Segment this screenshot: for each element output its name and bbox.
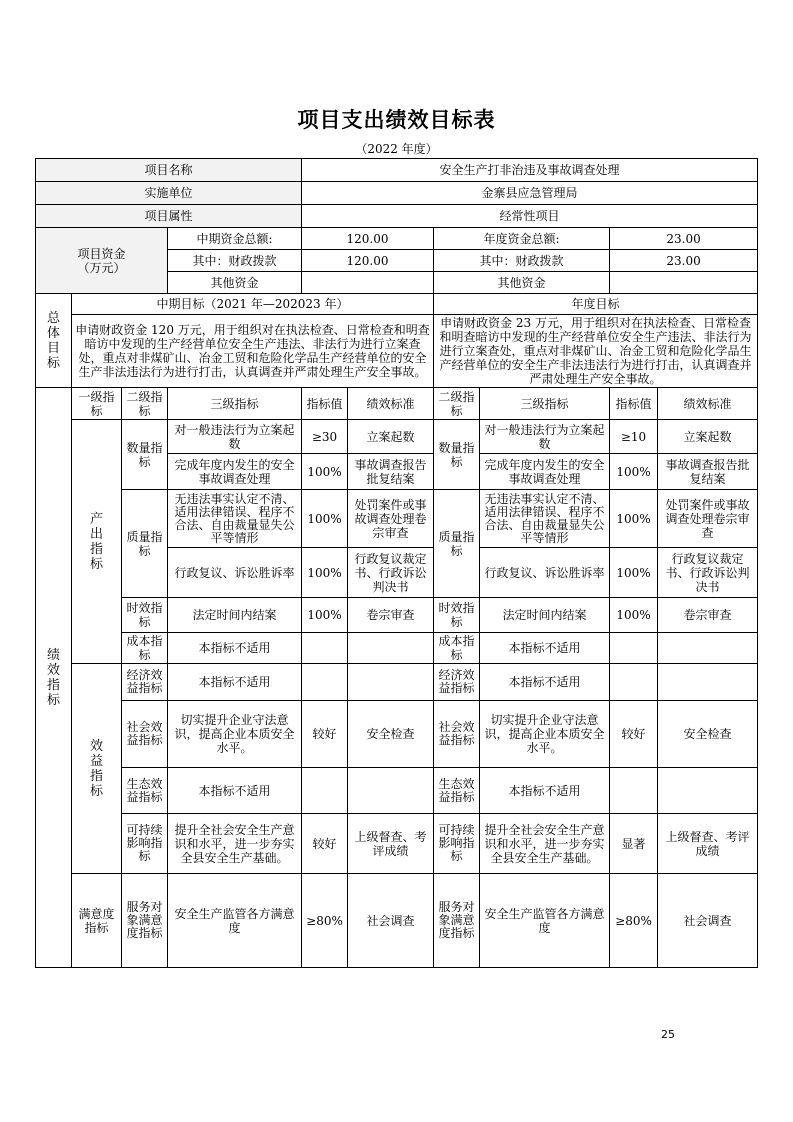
quality-row-1 [36, 490, 758, 548]
cost-standard-annual [658, 633, 758, 664]
level2-header-annual: 二级指标 [434, 388, 480, 420]
year-label: （2022 年度） [355, 142, 438, 156]
project-funds-label-line1: 项目资金 [77, 246, 126, 261]
project-attribute-row [36, 205, 758, 228]
ql2-text-annual: 行政复议、诉讼胜诉率 [480, 548, 610, 598]
annual-total-value: 23.00 [610, 228, 758, 250]
economic-standard-mid [348, 664, 434, 701]
value-header-mid: 指标值 [302, 388, 348, 420]
mid-total-value: 120.00 [302, 228, 434, 250]
mid-other-label: 其他资金 [168, 272, 302, 294]
t1-text-annual: 法定时间内结案 [480, 598, 610, 633]
q2-standard-mid: 事故调查报告批复结案 [348, 454, 434, 490]
q1-text-annual: 对一般违法行为立案起数 [480, 420, 610, 454]
service-label-mid: 服务对象满意度指标 [122, 874, 168, 968]
t1-value-mid: 100% [302, 598, 348, 633]
satisfaction-row [36, 874, 758, 968]
project-name-label: 项目名称 [36, 159, 302, 182]
s1-standard-mid: 安全检查 [348, 701, 434, 768]
economic-label-mid: 经济效益指标 [122, 664, 168, 701]
implementing-unit-row [36, 182, 758, 205]
social-row [36, 701, 758, 768]
level3-header-mid: 三级指标 [168, 388, 302, 420]
ql1-standard-annual: 处罚案件或事故调查处理卷宗审查 [658, 490, 758, 548]
ql2-standard-mid: 行政复议裁定书、行政诉讼判决书 [348, 548, 434, 598]
quality-label-mid: 质量指标 [122, 490, 168, 598]
t1-standard-annual: 卷宗审查 [658, 598, 758, 633]
ql2-text-mid: 行政复议、诉讼胜诉率 [168, 548, 302, 598]
cost-row [36, 633, 758, 664]
su-standard-mid: 上级督查、考评成绩 [348, 814, 434, 874]
performance-indicators-label: 绩效指标 [36, 388, 72, 968]
cost-text-annual: 本指标不适用 [480, 633, 610, 664]
q2-value-mid: 100% [302, 454, 348, 490]
performance-target-table [35, 158, 758, 968]
cost-value-annual [610, 633, 658, 664]
quantity-label-mid: 数量指标 [122, 420, 168, 490]
standard-header-mid: 绩效标准 [348, 388, 434, 420]
annual-goal-header: 年度目标 [434, 294, 758, 315]
q2-value-annual: 100% [610, 454, 658, 490]
annual-goal-text: 申请财政资金 23 万元，用于组织对在执法检查、日常检查和明查暗访中发现的生产经营单位安全生产违法、非法行为进行立案查处，重点对非煤矿山、冶金工贸和危险化学品生产经营单位的安全生产非法违法行为进行打击，认真调查并严肃处理生产安全事故。 [434, 315, 758, 388]
q1-value-mid: ≥30 [302, 420, 348, 454]
project-name-value: 安全生产打非治违及事故调查处理 [302, 159, 758, 182]
satisfaction-indicators-label: 满意度指标 [72, 874, 122, 968]
economic-text-annual: 本指标不适用 [480, 664, 610, 701]
s1-text-mid: 切实提升企业守法意识，提高企业本质安全水平。 [168, 701, 302, 768]
goals-text-row [36, 315, 758, 388]
q1-value-annual: ≥10 [610, 420, 658, 454]
q1-text-mid: 对一般违法行为立案起数 [168, 420, 302, 454]
project-funds-label [36, 228, 168, 294]
q2-standard-annual: 事故调查报告批复结案 [658, 454, 758, 490]
cost-label-annual: 成本指标 [434, 633, 480, 664]
timeliness-row [36, 598, 758, 633]
economic-label-annual: 经济效益指标 [434, 664, 480, 701]
su-value-annual: 显著 [610, 814, 658, 874]
funds-total-row [36, 228, 758, 250]
implementing-unit-label: 实施单位 [36, 182, 302, 205]
benefit-indicators-label: 效益指标 [72, 664, 122, 874]
standard-header-annual: 绩效标准 [658, 388, 758, 420]
perf-header-row [36, 388, 758, 420]
t1-value-annual: 100% [610, 598, 658, 633]
ql2-value-annual: 100% [610, 548, 658, 598]
project-attribute-value: 经常性项目 [302, 205, 758, 228]
sv-value-annual: ≥80% [610, 874, 658, 968]
mid-fiscal-value: 120.00 [302, 250, 434, 272]
sv-standard-mid: 社会调查 [348, 874, 434, 968]
mid-goal-text: 申请财政资金 120 万元，用于组织对在执法检查、日常检查和明查暗访中发现的生产经营单位安全生产违法、非法行为进行立案查处，重点对非煤矿山、冶金工贸和危险化学品生产经营单位的安全生产非法违法行为进行打击，认真调查并严肃处理生产安全事故。 [72, 315, 434, 388]
eco-label-annual: 生态效益指标 [434, 768, 480, 814]
social-label-annual: 社会效益指标 [434, 701, 480, 768]
quality-label-annual: 质量指标 [434, 490, 480, 598]
s1-value-annual: 较好 [610, 701, 658, 768]
ql2-value-mid: 100% [302, 548, 348, 598]
annual-other-label: 其他资金 [434, 272, 610, 294]
output-indicators-label: 产出指标 [72, 420, 122, 664]
page-title: 项目支出绩效目标表 [297, 108, 496, 132]
s1-standard-annual: 安全检查 [658, 701, 758, 768]
su-value-mid: 较好 [302, 814, 348, 874]
sv-text-mid: 安全生产监管各方满意度 [168, 874, 302, 968]
q1-standard-annual: 立案起数 [658, 420, 758, 454]
level2-header-mid: 二级指标 [122, 388, 168, 420]
economic-text-mid: 本指标不适用 [168, 664, 302, 701]
eco-value-mid [302, 768, 348, 814]
mid-other-value [302, 272, 434, 294]
ql1-value-mid: 100% [302, 490, 348, 548]
ql1-text-mid: 无违法事实认定不清、适用法律错误、程序不合法、自由裁量显失公平等情形 [168, 490, 302, 548]
t1-standard-mid: 卷宗审查 [348, 598, 434, 633]
economic-standard-annual [658, 664, 758, 701]
annual-total-label: 年度资金总额: [434, 228, 610, 250]
annual-other-value [610, 272, 758, 294]
implementing-unit-value: 金寨县应急管理局 [302, 182, 758, 205]
eco-standard-mid [348, 768, 434, 814]
timeliness-label-mid: 时效指标 [122, 598, 168, 633]
value-header-annual: 指标值 [610, 388, 658, 420]
sustain-label-mid: 可持续影响指标 [122, 814, 168, 874]
su-text-mid: 提升全社会安全生产意识和水平，进一步夯实全县安全生产基础。 [168, 814, 302, 874]
overall-goals-label: 总体目标 [36, 294, 72, 388]
s1-value-mid: 较好 [302, 701, 348, 768]
q2-text-mid: 完成年度内发生的安全事故调查处理 [168, 454, 302, 490]
eco-standard-annual [658, 768, 758, 814]
mid-fiscal-label: 其中：财政拨款 [168, 250, 302, 272]
su-text-annual: 提升全社会安全生产意识和水平，进一步夯实全县安全生产基础。 [480, 814, 610, 874]
sustainable-row [36, 814, 758, 874]
su-standard-annual: 上级督查、考评成绩 [658, 814, 758, 874]
project-funds-label-line2: （万元） [77, 260, 126, 275]
ql2-standard-annual: 行政复议裁定书、行政诉讼判决书 [658, 548, 758, 598]
sv-text-annual: 安全生产监管各方满意度 [480, 874, 610, 968]
economic-row [36, 664, 758, 701]
eco-value-annual [610, 768, 658, 814]
sv-standard-annual: 社会调查 [658, 874, 758, 968]
cost-standard-mid [348, 633, 434, 664]
mid-goal-header: 中期目标（2021 年—202023 年） [72, 294, 434, 315]
economic-value-mid [302, 664, 348, 701]
project-attribute-label: 项目属性 [36, 205, 302, 228]
annual-fiscal-label: 其中：财政拨款 [434, 250, 610, 272]
ql1-value-annual: 100% [610, 490, 658, 548]
eco-text-mid: 本指标不适用 [168, 768, 302, 814]
t1-text-mid: 法定时间内结案 [168, 598, 302, 633]
level3-header-annual: 三级指标 [480, 388, 610, 420]
project-name-row [36, 159, 758, 182]
annual-fiscal-value: 23.00 [610, 250, 758, 272]
mid-total-label: 中期资金总额: [168, 228, 302, 250]
timeliness-label-annual: 时效指标 [434, 598, 480, 633]
quantity-row-1 [36, 420, 758, 454]
page-number: 25 [661, 1028, 675, 1041]
service-label-annual: 服务对象满意度指标 [434, 874, 480, 968]
ql1-standard-mid: 处罚案件或事故调查处理卷宗审查 [348, 490, 434, 548]
s1-text-annual: 切实提升企业守法意识，提高企业本质安全水平。 [480, 701, 610, 768]
cost-label-mid: 成本指标 [122, 633, 168, 664]
level1-header: 一级指标 [72, 388, 122, 420]
goals-header-row [36, 294, 758, 315]
sv-value-mid: ≥80% [302, 874, 348, 968]
cost-text-mid: 本指标不适用 [168, 633, 302, 664]
cost-value-mid [302, 633, 348, 664]
quantity-label-annual: 数量指标 [434, 420, 480, 490]
q1-standard-mid: 立案起数 [348, 420, 434, 454]
eco-text-annual: 本指标不适用 [480, 768, 610, 814]
ql1-text-annual: 无违法事实认定不清、适用法律错误、程序不合法、自由裁量显失公平等情形 [480, 490, 610, 548]
social-label-mid: 社会效益指标 [122, 701, 168, 768]
sustain-label-annual: 可持续影响指标 [434, 814, 480, 874]
ecological-row [36, 768, 758, 814]
economic-value-annual [610, 664, 658, 701]
q2-text-annual: 完成年度内发生的安全事故调查处理 [480, 454, 610, 490]
eco-label-mid: 生态效益指标 [122, 768, 168, 814]
